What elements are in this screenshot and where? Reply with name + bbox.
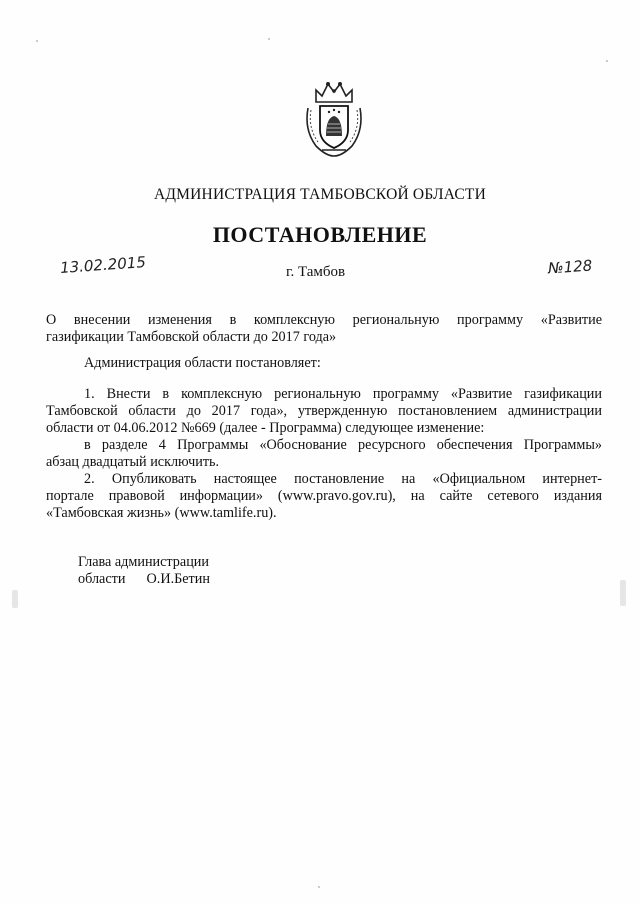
organization-header: АДМИНИСТРАЦИЯ ТАМБОВСКОЙ ОБЛАСТИ: [154, 186, 486, 203]
document-type-title: ПОСТАНОВЛЕНИЕ: [212, 222, 428, 247]
document-number: №128: [547, 256, 593, 278]
tambov-coat-of-arms-emblem: [302, 78, 366, 158]
item-2-line: портале правовой информации» (www.pravo.gov.ru), на сайте сетевого издания: [46, 488, 602, 504]
resolution-items: [46, 386, 602, 522]
signatory-title: области: [78, 571, 126, 587]
scan-speck: [620, 580, 626, 606]
scan-speck: [606, 60, 608, 62]
item-1-line: в разделе 4 Программы «Обоснование ресурсного обеспечения Программы»: [84, 437, 602, 453]
resolution-intro: [46, 355, 602, 372]
item-1-line: 1. Внести в комплексную региональную программу «Развитие газификации: [84, 386, 602, 402]
signatory-name: О.И.Бетин: [146, 571, 210, 587]
scan-speck: [12, 590, 18, 608]
signatory-row: [78, 571, 210, 588]
signature-block: [78, 554, 210, 588]
scan-speck: [268, 38, 270, 40]
item-2-line: «Тамбовская жизнь» (www.tamlife.ru).: [46, 505, 277, 521]
item-1-line: абзац двадцатый исключить.: [46, 454, 220, 470]
item-1-line: Тамбовской области до 2017 года», утвержденную постановлением администрации: [46, 403, 602, 419]
document-city: г. Тамбов: [286, 264, 346, 280]
document-date: 13.02.2015: [59, 253, 147, 277]
item-1-line: области от 04.06.2012 №669 (далее - Программа) следующее изменение:: [46, 420, 485, 436]
subject-line: газификации Тамбовской области до 2017 года»: [46, 329, 337, 345]
intro-text: Администрация области постановляет:: [84, 355, 321, 371]
document-subject: [46, 312, 602, 346]
item-2-line: 2. Опубликовать настоящее постановление на «Официальном интернет-: [84, 471, 602, 487]
subject-line: О внесении изменения в комплексную региональную программу «Развитие: [46, 312, 602, 328]
scan-speck: [318, 886, 320, 888]
scan-speck: [36, 40, 38, 42]
signatory-title: Глава администрации: [78, 554, 209, 570]
